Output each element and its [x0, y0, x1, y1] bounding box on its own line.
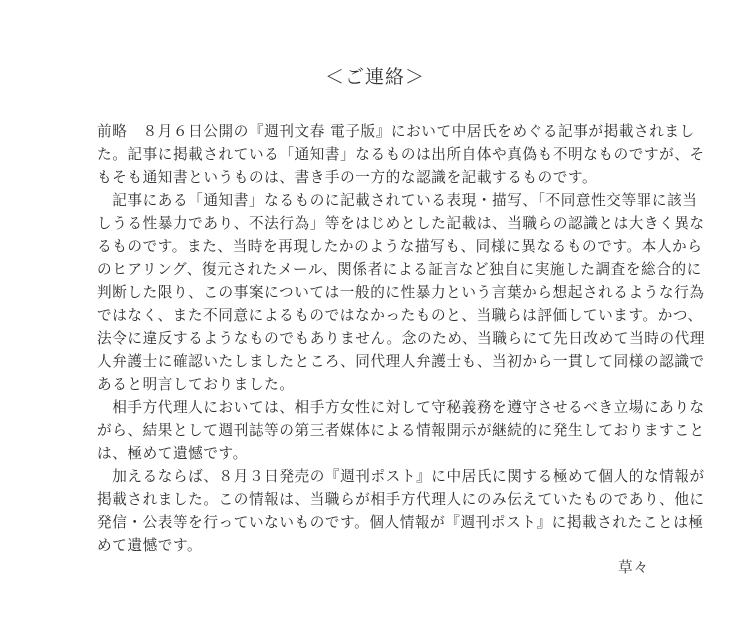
- document-title: ＜ご連絡＞: [324, 66, 425, 88]
- body-line: 発信・公表等を行っていないものです。個人情報が『週刊ポスト』に掲載されたことは極: [97, 514, 704, 531]
- body-line: がら、結果として週刊誌等の第三者媒体による情報開示が継続的に発生しておりますこと: [97, 422, 705, 439]
- body-line: 法令に違反するようなものでもありません。念のため、当職らにて先日改めて当時の代理: [97, 330, 706, 347]
- body-line: は、極めて遺憾です。: [97, 445, 248, 462]
- body-line: のヒアリング、復元されたメール、関係者による証言など独自に実施した調査を総合的に: [97, 261, 702, 278]
- body-line: 記事にある「通知書」なるものに記載されている表現・描写、「不同意性交等罪に該当: [97, 192, 698, 209]
- body-line: 人弁護士に確認いたしましたところ、同代理人弁護士も、当初から一貫して同様の認識で: [97, 353, 705, 370]
- closing-salutation: 草々: [618, 559, 650, 576]
- body-line: た。記事に掲載されている「通知書」なるものは出所自体や真偽も不明なものですが、そ: [97, 146, 705, 163]
- body-line: もそも通知書というものは、書き手の一方的な認識を記載するものです。: [97, 169, 598, 186]
- body-line: るものです。また、当時を再現したかのような描写も、同様に異なるものです。本人から: [97, 238, 703, 255]
- body-line: 前略 ８月６日公開の『週刊文春 電子版』において中居氏をめぐる記事が掲載されまし: [97, 123, 695, 140]
- body-line: 判断した限り、この事案については一般的に性暴力という言葉から想起されるような行為: [97, 284, 705, 301]
- body-line: めて遺憾です。: [97, 537, 203, 554]
- body-line: 相手方代理人においては、相手方女性に対して守秘義務を遵守させるべき立場にありな: [97, 399, 705, 416]
- body-line: あると明言しておりました。: [97, 376, 295, 393]
- body-line: 掲載されました。この情報は、当職らが相手方代理人にのみ伝えていたものであり、他に: [97, 491, 705, 508]
- body-line: 加えるならば、８月３日発売の『週刊ポスト』に中居氏に関する極めて個人的な情報が: [97, 468, 705, 485]
- body-line: しうる性暴力であり、不法行為」等をはじめとした記載は、当職らの認識とは大きく異な: [97, 215, 705, 232]
- body-line: ではなく、また不同意によるものではなかったものと、当職らは評価しています。かつ、: [97, 307, 703, 324]
- document-body: [97, 120, 706, 557]
